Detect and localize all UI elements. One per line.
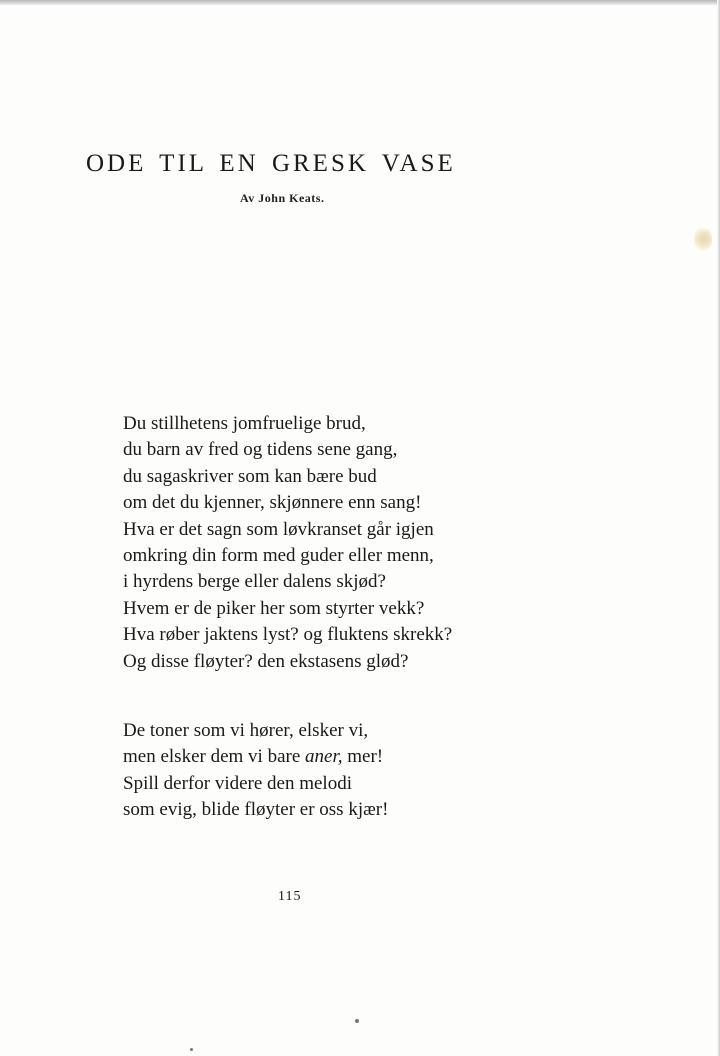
poem-line: som evig, blide fløyter er oss kjær! — [123, 799, 389, 821]
poem-line: Hvem er de piker her som styrter vekk? — [123, 597, 425, 619]
poem-title: ODE TIL EN GRESK VASE — [86, 150, 456, 177]
poem-line: om det du kjenner, skjønnere enn sang! — [123, 492, 422, 514]
poem-line: Og disse fløyter? den ekstasens glød? — [123, 650, 409, 672]
poem-line: i hyrdens berge eller dalens skjød? — [123, 571, 386, 593]
paper-speck — [190, 1048, 193, 1051]
poem-line: Hva røber jaktens lyst? og fluktens skrekk? — [123, 624, 453, 646]
paper-speck — [355, 1019, 359, 1023]
poem-line-segment: men elsker dem vi bare — [123, 746, 306, 768]
poem-line: omkring din form med guder eller menn, — [123, 544, 434, 566]
poem-stanza-2 — [123, 718, 388, 824]
poem-line: Hva er det sagn som løvkranset går igjen — [123, 518, 434, 540]
poem-line-segment: mer! — [342, 746, 384, 768]
page-top-edge — [0, 0, 720, 5]
paper-stain — [694, 226, 712, 252]
poem-line: du barn av fred og tidens sene gang, — [123, 439, 398, 461]
poem-author-byline: Av John Keats. — [240, 191, 325, 205]
poem-line: Spill derfor videre den melodi — [123, 772, 352, 794]
poem-line-italic-word: aner, — [305, 746, 343, 768]
poem-stanza-1 — [123, 411, 452, 675]
poem-line: du sagaskriver som kan bære bud — [123, 465, 377, 487]
poem-line — [123, 744, 388, 770]
poem-line: Du stillhetens jomfruelige brud, — [123, 413, 366, 434]
page-number: 115 — [278, 889, 302, 904]
poem-line: De toner som vi hører, elsker vi, — [123, 720, 369, 741]
